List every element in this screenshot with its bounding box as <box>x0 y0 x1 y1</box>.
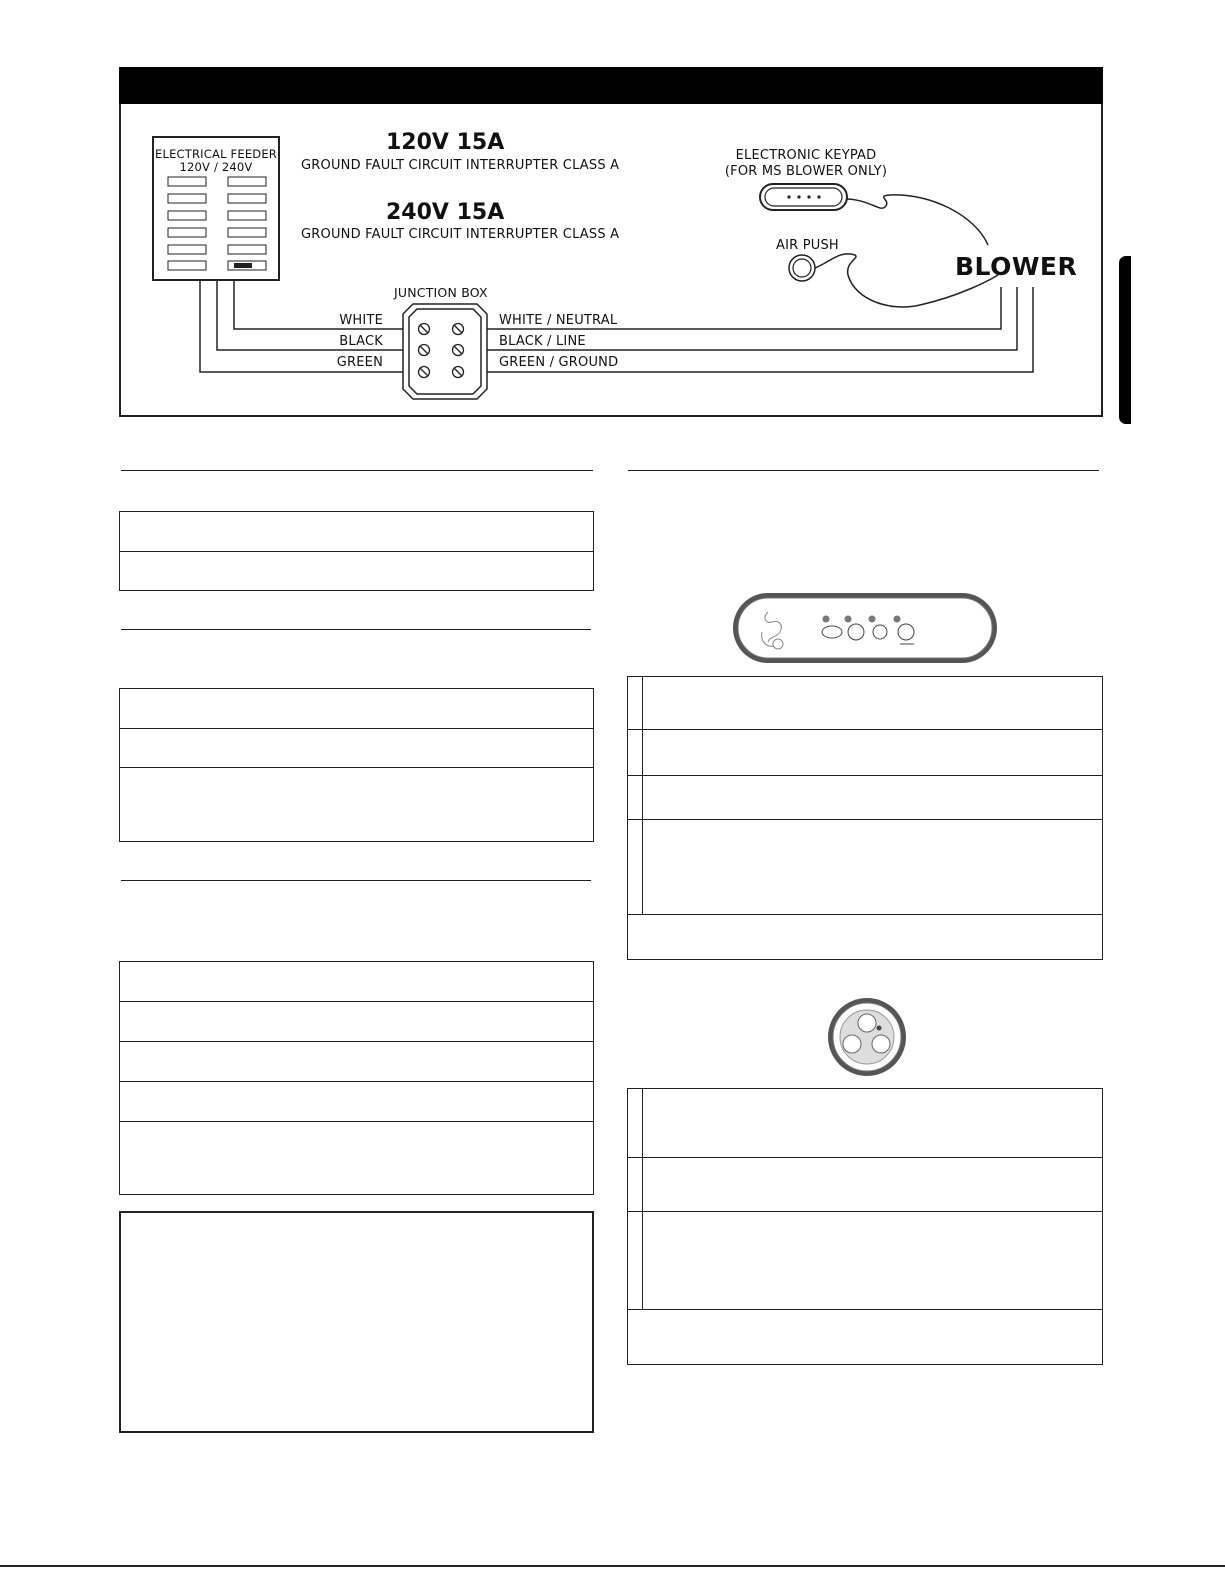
note-box <box>119 1211 594 1433</box>
table-col-divider <box>642 676 643 914</box>
air-push-cord <box>815 254 998 307</box>
table-row-divider <box>119 551 594 552</box>
blower-label: BLOWER <box>955 252 1078 281</box>
info-table <box>119 688 594 842</box>
info-table <box>119 961 594 1195</box>
green-wire-left <box>200 281 410 372</box>
table-row-divider <box>627 775 1103 776</box>
massage-button-icon <box>843 1035 861 1053</box>
side-tab <box>1119 256 1131 424</box>
air-push-label: AIR PUSH <box>776 238 839 253</box>
table-row-divider <box>627 729 1103 730</box>
table-col-divider <box>642 1088 643 1310</box>
white-wire-right <box>478 287 1001 329</box>
electronic-keypad-icon <box>760 184 847 210</box>
wire-label-green: GREEN <box>336 355 383 370</box>
indicator-led <box>877 1026 882 1031</box>
table-row-divider <box>627 819 1103 820</box>
keypad-label-line2: (FOR MS BLOWER ONLY) <box>724 164 888 179</box>
table-row-divider <box>119 1041 594 1042</box>
section-rule <box>121 629 591 630</box>
keypad-panel-illustration <box>732 592 998 664</box>
round-control-functions-table <box>627 1088 1103 1365</box>
feeder-title: ELECTRICAL FEEDER <box>155 147 277 161</box>
section-rule <box>628 470 1099 471</box>
spec-240-voltage: 240V 15A <box>386 200 505 225</box>
table-row-divider <box>119 1081 594 1082</box>
blower-button-icon <box>872 1035 890 1053</box>
spec-240-desc: GROUND FAULT CIRCUIT INTERRUPTER CLASS A <box>301 227 620 242</box>
section-rule <box>121 880 591 881</box>
keypad-functions-table <box>627 676 1103 960</box>
wire-label-white: WHITE <box>339 313 383 328</box>
wire-label-white-neutral: WHITE / NEUTRAL <box>499 313 618 328</box>
on-off-button-icon <box>858 1014 876 1032</box>
wire-label-black-line: BLACK / LINE <box>499 334 586 349</box>
spec-120-desc: GROUND FAULT CIRCUIT INTERRUPTER CLASS A <box>301 158 620 173</box>
white-wire-left <box>234 281 410 329</box>
table-row-divider <box>627 1157 1103 1158</box>
junction-box-label: JUNCTION BOX <box>394 285 488 300</box>
table-row-divider <box>119 767 594 768</box>
page-bottom-rule <box>0 1565 1225 1567</box>
table-row-divider <box>119 1121 594 1122</box>
table-row-divider <box>119 728 594 729</box>
keypad-label-line1: ELECTRONIC KEYPAD <box>735 148 877 163</box>
keypad-cord <box>847 195 988 245</box>
spec-120-voltage: 120V 15A <box>386 130 505 155</box>
table-row-divider <box>627 914 1103 915</box>
junction-box <box>403 304 487 399</box>
table-row-divider <box>627 1309 1103 1310</box>
wiring-graphics <box>0 0 1225 430</box>
air-push-button-icon <box>789 255 815 281</box>
black-wire-left <box>217 281 410 350</box>
black-wire-right <box>478 287 1017 350</box>
feeder-voltage: 120V / 240V <box>179 160 253 174</box>
section-rule <box>121 470 593 471</box>
wire-label-green-ground: GREEN / GROUND <box>499 355 619 370</box>
table-row-divider <box>627 1211 1103 1212</box>
wire-label-black: BLACK <box>339 334 383 349</box>
round-control-illustration <box>823 996 913 1078</box>
table-row-divider <box>119 1001 594 1002</box>
